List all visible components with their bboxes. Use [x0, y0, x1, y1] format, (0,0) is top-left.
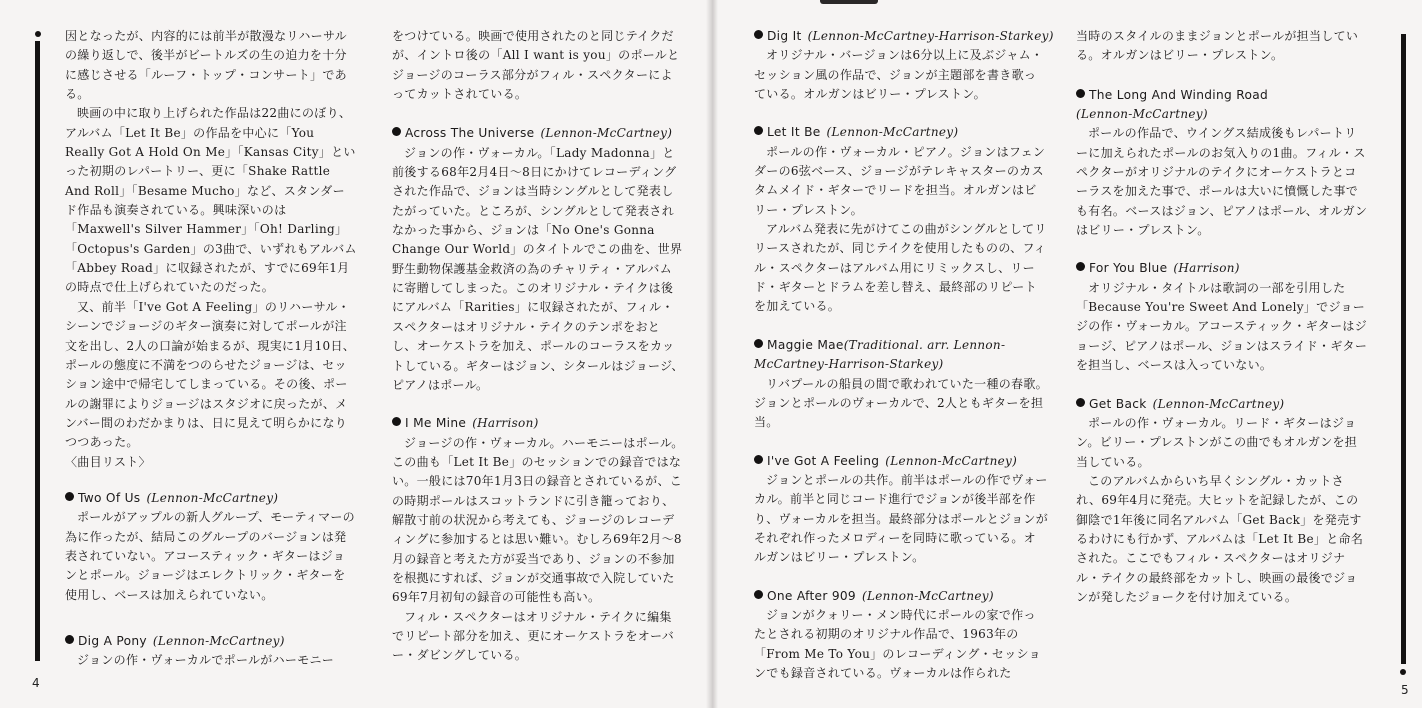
bullet-icon [1076, 89, 1085, 98]
track-entry [1076, 259, 1368, 375]
page-number-left: 4 [32, 676, 40, 690]
track-title: I Me Mine [405, 416, 467, 431]
track-description: オリジナル・タイトルは歌詞の一部を引用した「Because You're Sweet And Lonely」でジョージの作・ヴォーカル。アコースティック・ギターはジョージ、ピアノはポール、ジョンはスライド・ギターを担当し、ベースは入っていない。 [1076, 280, 1368, 373]
track-entry [392, 414, 684, 665]
track-credit: (Lennon-McCartney) [152, 633, 285, 648]
bullet-icon [754, 590, 763, 599]
track-title: Across The Universe [405, 126, 535, 141]
bullet-icon [754, 455, 763, 464]
bullet-icon [392, 417, 401, 426]
track-entry [754, 452, 1048, 568]
intro-paragraph: 映画の中に取り上げられた作品は22曲にのぼり、アルバム「Let It Be」の作品を中心に「You Really Got A Hold On Me」「Kansas City」といった初期のレパートリー、更に「Shake Rattle And Roll」「Besame Mucho」など、スタンダード作品も演奏されている。興味深いのは「Maxwell's Silver Hammer」「Oh! Darling」「Octopus's Garden」の3曲で、いずれもアルバム「Abbey Road」に収録されたが、すでに69年1月の時点で仕上げられていたのだった。 [65, 106, 357, 295]
track-description: ジョンの作・ヴォーカルでポールがハーモニー [77, 653, 335, 668]
track-credit: (Lennon-McCartney) [540, 126, 673, 141]
track-header [754, 452, 1048, 471]
track-description: ポールの作・ヴォーカル。リード・ギターはジョン。ビリー・プレストンがこの曲でもオルガンを担当している。 [1076, 415, 1358, 469]
track-header [65, 489, 357, 508]
intro-paragraph: 又、前半「I've Got A Feeling」のリハーサル・シーンでジョージのギター演奏に対してポールが注文を出し、2人の口論が始まるが、現実に1月10日、ポールの態度に不満をつのらせたジョージは、セッション途中で帰宅してしまっている。その後、ポールの謝罪によりジョージはスタジオに戻ったが、メンバー間のわだかまりは、日に見えて明らかになりつつあった。 [65, 299, 356, 450]
track-description: ジョンとポールの共作。前半はポールの作でヴォーカル。前半と同じコード進行でジョンが後半部を作り、ヴォーカルを担当。最終部分はポールとジョンがそれぞれ作ったメロディーを同時に歌っている。オルガンはビリー・プレストン。 [754, 472, 1049, 565]
track-credit: (Lennon-McCartney) [885, 453, 1018, 468]
track-description: ポールの作品で、ウイングス結成後もレパートリーに加えられたポールのお気入りの1曲。フィル・スペクターがオリジナルのテイクにオーケストラとコーラスを加えた事で、ポールは大いに憤慨した事でも有名。ベースはジョン、ピアノはポール、オルガンはビリー・プレストン。 [1076, 126, 1368, 238]
track-header [1076, 395, 1368, 414]
bullet-icon [65, 635, 74, 644]
track-credit: (Lennon-McCartney) [1152, 396, 1285, 411]
intro-paragraph: 因となったが、内容的には前半が散漫なリハーサルの繰り返しで、後半がビートルズの生の迫力を十分に感じさせる「ルーフ・トップ・コンサート」である。 [65, 29, 347, 102]
book-gutter [706, 0, 718, 708]
track-credit: (Lennon-McCartney-Harrison-Starkey) [807, 29, 1054, 43]
track-title: Get Back [1089, 396, 1147, 411]
track-description: フィル・スペクターはオリジナル・テイクに編集でリピート部分を加え、更にオーケストラをオーバー・ダビングしている。 [392, 609, 675, 663]
track-header [1076, 259, 1368, 278]
track-title: Let It Be [767, 125, 821, 140]
right-column-2 [1076, 27, 1368, 607]
bullet-icon [754, 339, 763, 348]
track-title: Two Of Us [78, 490, 141, 505]
track-credit: (Lennon-McCartney) [862, 588, 994, 603]
track-title: I've Got A Feeling [767, 453, 880, 468]
track-title: For You Blue [1089, 261, 1168, 276]
track-description: リバプールの船員の間で歌われていた一種の春歌。ジョンとポールのヴォーカルで、2人ともギターを担当。 [754, 376, 1048, 430]
left-edge-bar [35, 41, 40, 661]
track-credit: (Traditional. arr. Lennon-McCartney-Harrison-Starkey) [754, 337, 1006, 372]
track-description: このアルバムからいち早くシングル・カットされ、69年4月に発売。大ヒットを記録したが、この御陰で1年後に同名アルバム「Get Back」を発売するわけにも行かず、アルバムは「Let It Be」と命名された。ここでもフィル・スペクターはオリジナル・テイクの最終部をカットし、映画の最後でジョンが発したジョークを付け加えている。 [1076, 473, 1364, 604]
track-entry [65, 489, 357, 605]
bullet-icon [1076, 398, 1085, 407]
track-description: ジョンの作・ヴォーカル。「Lady Madonna」と前後する68年2月4日〜8日にかけてレコーディングされた作品で、ジョンは当時シングルとして発表したがっていた。ところが、シングルとして発表されなかった事から、ジョンは「No One's Gonna Change Our World」のタイトルでこの曲を、世界野生動物保護基金救済の為のチャリティ・アルバムに寄贈してしまった。このオリジナル・テイクは後にアルバム「Rarities」に収録されたが、フィル・スペクターはオリジナル・テイクのテンポをおとし、オーケストラを加え、ポールのコーラスをカットしている。ギターはジョン、シタールはジョージ、ピアノはポール。 [392, 145, 684, 392]
track-entry [392, 124, 684, 395]
track-credit: (Lennon-McCartney) [146, 490, 279, 505]
bullet-icon [754, 126, 763, 135]
bullet-icon [1076, 262, 1085, 271]
bullet-icon [754, 30, 763, 39]
track-header [754, 336, 1048, 375]
track-title: The Long And Winding Road [1089, 87, 1269, 102]
track-entry [754, 336, 1048, 433]
left-column-1 [65, 27, 357, 671]
track-description: ジョージの作・ヴォーカル。ハーモニーはポール。この曲も「Let It Be」のセッションでの録音ではない。一般には70年1月3日の録音とされているが、この時期ポールはスコットランドに引き籠っており、解散寸前の状況から考えても、ジョージのレコーディングに参加するとは思い難い。むしろ69年2月〜8月の録音と考えた方が妥当であり、ジョンの不参加を根拠にすれば、ジョンが交通事故で入院していた69年7月初旬の録音の可能性も高い。 [392, 435, 684, 605]
track-header [392, 124, 684, 143]
track-description: オリジナル・バージョンは6分以上に及ぶジャム・セッション風の作品で、ジョンが主題部を書き歌っている。オルガンはビリー・プレストン。 [754, 48, 1044, 102]
track-credit: (Lennon-McCartney) [1076, 107, 1208, 122]
right-column-1 [754, 27, 1054, 683]
track-header [392, 414, 684, 433]
track-entry [754, 123, 1048, 316]
bullet-icon [65, 492, 74, 501]
right-edge-bar [1401, 34, 1406, 664]
track-header [1076, 86, 1368, 105]
track-header [754, 123, 1048, 142]
right-edge-dot [1400, 669, 1406, 675]
track-title: Maggie Mae [767, 337, 844, 352]
track-credit: (Harrison) [1173, 261, 1240, 276]
track-description: ジョンがクォリー・メン時代にポールの家で作ったとされる初期のオリジナル作品で、1963年の「From Me To You」のレコーディング・セッションでも録音されている。ヴォーカルは作られた [754, 607, 1041, 680]
continued-paragraph: をつけている。映画で使用されたのと同じテイクだが、イントロ後の「All I want is you」のポールとジョージのコーラス部分がフィル・スペクターによってカットされている。 [392, 29, 680, 102]
left-edge-dot [35, 31, 41, 37]
track-header [65, 632, 357, 651]
track-title: One After 909 [767, 588, 856, 603]
track-description: アルバム発表に先がけてこの曲がシングルとしてリリースされたが、同じテイクを使用したものの、フィル・スペクターはアルバム用にリミックスし、リード・ギターとドラムを差し替え、最終部のリピートを加えている。 [754, 222, 1047, 314]
track-title: Dig A Pony [78, 633, 147, 648]
track-credit: (Harrison) [472, 416, 539, 431]
top-edge-mark [820, 0, 878, 4]
track-list-heading: 〈曲目リスト〉 [65, 454, 151, 469]
track-credit: (Lennon-McCartney) [826, 125, 959, 140]
track-title: Dig It [767, 29, 802, 43]
left-column-2 [392, 27, 684, 666]
track-entry [1076, 86, 1368, 241]
track-header [754, 27, 1054, 46]
track-description: ポールがアップルの新人グループ、モーティマーの為に作ったが、結局このグループのバージョンは発表されていない。アコースティック・ギターはジョンとポール。ジョージはエレクトリック・ギターを使用し、ベースは加えられていない。 [65, 510, 355, 602]
page-number-right: 5 [1401, 683, 1409, 697]
track-entry [754, 587, 1048, 684]
track-entry [1076, 395, 1368, 608]
track-header [754, 587, 1048, 606]
track-entry [754, 27, 1054, 104]
bullet-icon [392, 127, 401, 136]
track-entry [65, 632, 357, 671]
track-description: ポールの作・ヴォーカル・ピアノ。ジョンはフェンダーの6弦ベース、ジョージがテレキャスターのカスタムメイド・ギターでリードを担当。オルガンはビリー・プレストン。 [754, 144, 1046, 217]
continued-paragraph: 当時のスタイルのままジョンとポールが担当している。オルガンはビリー・プレストン。 [1076, 29, 1359, 63]
